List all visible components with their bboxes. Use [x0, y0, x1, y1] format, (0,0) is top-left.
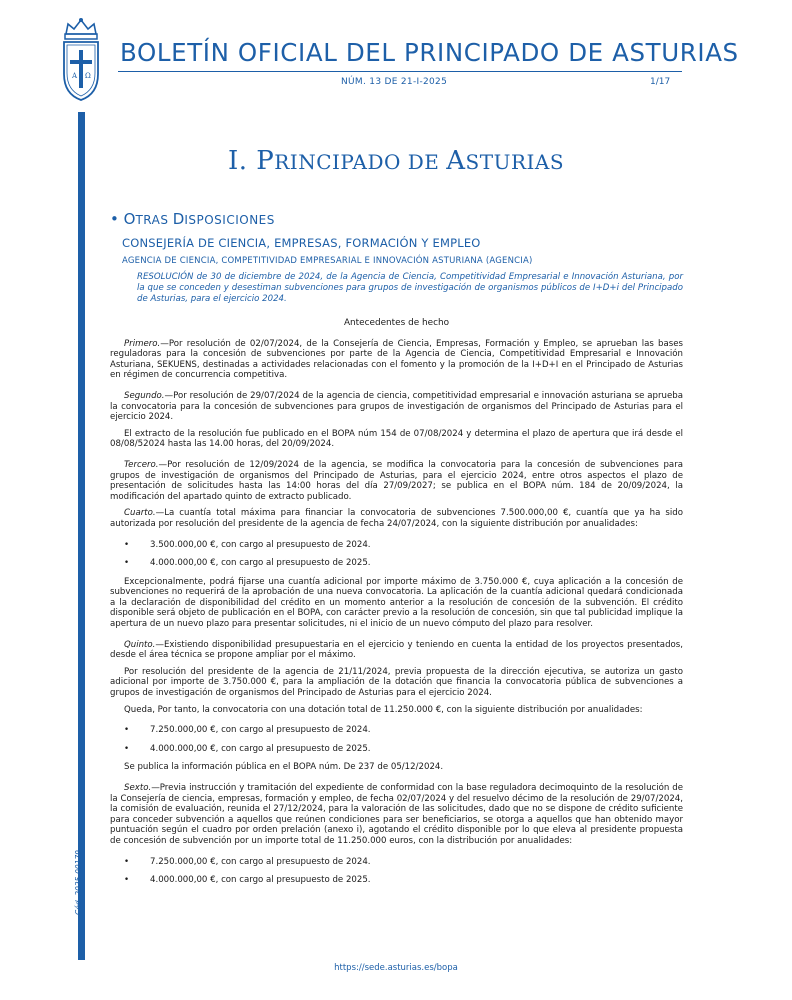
- subsection-tras: TRAS: [135, 213, 173, 227]
- section-title-start: I. P: [227, 146, 275, 176]
- list-item: • 7.250.000,00 €, con cargo al presupuesto de 2024.: [110, 725, 683, 736]
- svg-text:A: A: [72, 72, 78, 80]
- subsection-cap-o: O: [123, 210, 136, 228]
- list-cuarto: [110, 540, 683, 569]
- section-title: [0, 146, 792, 176]
- section-title-end: STURIAS: [465, 150, 565, 174]
- list-item: • 4.000.000,00 €, con cargo al presupuesto de 2025.: [110, 875, 683, 886]
- list-item: • 3.500.000,00 €, con cargo al presupuesto de 2024.: [110, 540, 683, 551]
- asturias-crest-icon: [58, 16, 104, 102]
- side-bar: [78, 112, 85, 960]
- paragraph-cuarto: [110, 508, 683, 529]
- subsection-cap-d: D: [172, 210, 185, 228]
- list-item: • 7.250.000,00 €, con cargo al presupuesto de 2024.: [110, 857, 683, 868]
- section-title-rest: RINCIPADO DE: [274, 150, 447, 174]
- page-number: 1/17: [650, 77, 671, 87]
- paragraph-publica: Se publica la información pública en el BOPA núm. De 237 de 05/12/2024.: [124, 762, 444, 773]
- paragraph-quinto: [110, 640, 683, 661]
- label-sexto: Sexto.: [124, 783, 152, 793]
- footer-link[interactable]: https://sede.asturias.es/bopa: [334, 963, 458, 973]
- antecedentes-heading: Antecedentes de hecho: [343, 318, 449, 328]
- paragraph-segundo: [110, 391, 683, 423]
- list-sexto: [110, 857, 683, 886]
- agencia-heading: AGENCIA DE CIENCIA, COMPETITIVIDAD EMPRESARIAL E INNOVACIÓN ASTURIANA (AGENCIA): [122, 256, 533, 266]
- list-item: • 4.000.000,00 €, con cargo al presupuesto de 2025.: [110, 744, 683, 755]
- label-cuarto: Cuarto.: [124, 508, 156, 519]
- text-tercero: —Por resolución de 12/09/2024 de la agencia, se modifica la convocatoria para la concesión de subvenciones para grupos de investigación de organismos del Principado de Asturias, para el ejercicio 2024, entre otros aspectos el plazo de presentación de solicitudes hasta las 14:00 horas del día 27/09/2027; se publica en el BOPA núm. 184 de 20/09/2024, la modificación del apartado quinto de extracto publicado.: [110, 459, 683, 502]
- list-item: • 4.000.000,00 €, con cargo al presupuesto de 2025.: [110, 558, 683, 569]
- document-body: [110, 318, 683, 894]
- issue-number: NÚM. 13 DE 21-I-2025: [341, 77, 448, 87]
- document-code: Cód. 2025-00179: [74, 849, 83, 915]
- label-segundo: Segundo.: [124, 390, 165, 401]
- paragraph-primero: [110, 339, 683, 381]
- paragraph-extracto: El extracto de la resolución fue publicado en el BOPA núm 154 de 07/08/2024 y determina el plazo de apertura que irá desde el 08/08/52024 hasta las 14.00 horas, del 20/09/2024.: [110, 428, 683, 450]
- text-sexto: —Previa instrucción y tramitación del expediente de conformidad con la base reguladora decimoquinto de la resolución de la Consejería de ciencia, empresas, formación y empleo, de fecha 02/07/2024 y del resuelvo décimo de la resolución de 29/07/2024, la comisión de evaluación, reunida el 27/12/2024, para la valoración de las solicitudes, dado que no se dispone de crédito suficiente para conceder subvención a aquellos que reúnen condiciones para ser beneficiarios, se otorga a aquellos que han obtenido mayor puntuación según el cuadro por orden prelación (anexo i), agotando el crédito disponible por lo que eleva al presidente propuesta de concesión de subvención por un importe total de 11.250.000 euros, con la distribución por anualidades:: [110, 783, 683, 846]
- list-queda: [110, 725, 683, 754]
- paragraph-sexto: [110, 783, 683, 847]
- consejeria-heading: CONSEJERÍA DE CIENCIA, EMPRESAS, FORMACIÓN Y EMPLEO: [122, 236, 481, 250]
- paragraph-excepcional: Excepcionalmente, podrá fijarse una cuantía adicional por importe máximo de 3.750.000 €, cuya aplicación a la concesión de subvenciones no requerirá de la aprobación de una nueva convocatoria. La aplicación de la cuantía adicional quedará condicionada a la declaración de disponibilidad del crédito en un momento anterior a la resolución de concesión de la subvención. El crédito disponible será objeto de publicación en el BOPA, con carácter previo a la resolución de concesión, sin que tal publicidad implique la apertura de un nuevo plazo para presentar solicitudes, ni el inicio de un nuevo cómputo del plazo para resolver.: [110, 576, 683, 630]
- paragraph-resolucion-presidente: Por resolución del presidente de la agencia de 21/11/2024, previa propuesta de la dirección ejecutiva, se autoriza un gasto adicional por importe de 3.750.000 €, para la ampliación de la dotación que financia la convocatoria pública de subvenciones a grupos de investigación de organismos del Principado de Asturias para el ejercicio 2024.: [110, 666, 683, 699]
- paragraph-queda: Queda, Por tanto, la convocatoria con una dotación total de 11.250.000 €, con la siguiente distribución por anualidades:: [124, 704, 643, 715]
- text-segundo: —Por resolución de 29/07/2024 de la agencia de ciencia, competitividad empresarial e innovación asturiana se aprueba la convocatoria para la concesión de subvenciones para grupos de investigación de organismos del Principado de Asturias para el ejercicio 2024.: [110, 390, 683, 423]
- text-quinto: —Existiendo disponibilidad presupuestaria en el ejercicio y teniendo en cuenta la entidad de los proyectos presentados, desde el área técnica se propone ampliar por el máximo.: [110, 639, 683, 661]
- bulletin-title: BOLETÍN OFICIAL DEL PRINCIPADO DE ASTURIAS: [120, 38, 739, 67]
- svg-text:Ω: Ω: [85, 72, 91, 80]
- subsection-isposiciones: ISPOSICIONES: [184, 213, 275, 227]
- masthead-divider: [118, 71, 682, 72]
- bullet-icon: •: [110, 210, 119, 228]
- paragraph-tercero: [110, 460, 683, 502]
- resolution-summary: RESOLUCIÓN de 30 de diciembre de 2024, de la Agencia de Ciencia, Competitividad Empresarial e Innovación Asturiana, por la que se conceden y desestiman subvenciones para grupos de investigación de organismos públicos de I+D+i del Principado de Asturias, para el ejercicio 2024.: [137, 272, 683, 304]
- label-quinto: Quinto.: [124, 639, 156, 650]
- label-tercero: Tercero.: [124, 459, 159, 470]
- section-title-cap-a: A: [446, 146, 466, 176]
- text-primero: —Por resolución de 02/07/2024, de la Consejería de Ciencia, Empresas, Formación y Empleo, se aprueban las bases reguladoras para la concesión de subvenciones por parte de la Agencia de Ciencia, Competitividad Empresarial e Innovación Asturiana, SEKUENS, destinadas a actividades relacionadas con el fomento y la promoción de la I+D+I en el Principado de Asturias en régimen de concurrencia competitiva.: [110, 338, 683, 381]
- label-primero: Primero.: [124, 338, 161, 349]
- text-cuarto: —La cuantía total máxima para financiar la convocatoria de subvenciones 7.500.000,00 €, cuantía que ya ha sido autorizada por resolución del presidente de la agencia de fecha 24/07/2024, con la siguiente distribución por anualidades:: [110, 508, 683, 529]
- subsection-title: [110, 210, 275, 228]
